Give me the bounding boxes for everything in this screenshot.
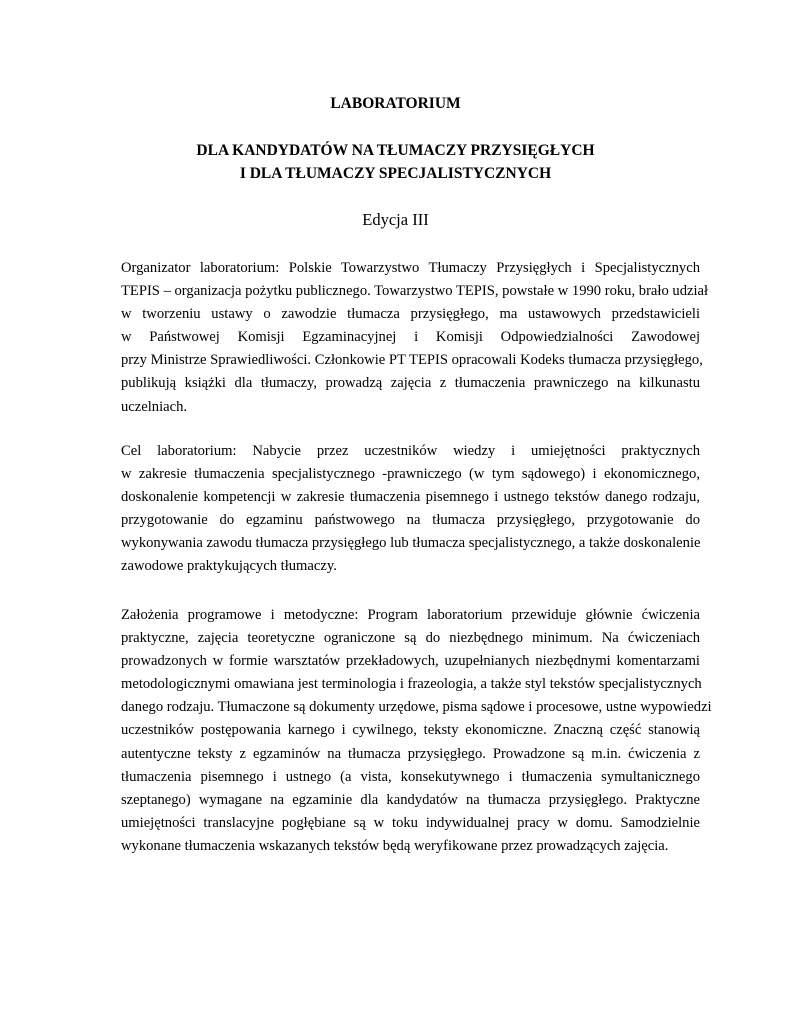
paragraph-line: w Państwowej Komisji Egzaminacyjnej i Komisji Odpowiedzialności Zawodowej bbox=[121, 329, 700, 346]
paragraph-line: praktyczne, zajęcia teoretyczne ograniczone są do niezbędnego minimum. Na ćwiczeniach bbox=[121, 630, 700, 647]
edition-label: Edycja III bbox=[362, 210, 429, 229]
paragraph-line: Cel laboratorium: Nabycie przez uczestników wiedzy i umiejętności praktycznych bbox=[121, 443, 700, 459]
paragraph-line: TEPIS – organizacja pożytku publicznego. Towarzystwo TEPIS, powstałe w 1990 roku, brało udział bbox=[121, 283, 709, 300]
paragraph-line: metodologicznymi omawiana jest terminologia i frazeologia, a także styl tekstów specjalistycznych bbox=[121, 676, 702, 693]
paragraph-line: publikują książki dla tłumaczy, prowadzą zajęcia z tłumaczenia prawniczego na kilkunastu bbox=[121, 375, 700, 392]
paragraph-line: szeptanego) wymagane na egzaminie dla kandydatów na tłumacza przysięgłego. Praktyczne bbox=[121, 791, 700, 808]
goal-paragraph bbox=[121, 440, 700, 579]
paragraph-line: zawodowe praktykujących tłumaczy. bbox=[121, 558, 337, 575]
paragraph-line: uczestników postępowania karnego i cywilnego, teksty ekonomiczne. Znaczną część stanowią bbox=[121, 722, 700, 739]
methodology-paragraph bbox=[121, 604, 712, 858]
paragraph-line: Organizator laboratorium: Polskie Towarzystwo Tłumaczy Przysięgłych i Specjalistycznych bbox=[121, 260, 700, 276]
document-title: LABORATORIUM bbox=[330, 95, 461, 112]
paragraph-line: w zakresie tłumaczenia specjalistycznego -prawniczego (w tym sądowego) i ekonomicznego, bbox=[121, 466, 700, 483]
paragraph-line: doskonalenie kompetencji w zakresie tłumaczenia pisemnego i ustnego tekstów danego rodzaju, bbox=[121, 489, 700, 506]
organizer-paragraph bbox=[121, 257, 709, 419]
subtitle-line: I DLA TŁUMACZY SPECJALISTYCZNYCH bbox=[239, 165, 552, 182]
paragraph-line: przygotowanie do egzaminu państwowego na tłumacza przysięgłego, przygotowanie do bbox=[121, 512, 700, 529]
paragraph-line: umiejętności translacyjne pogłębiane są w toku indywidualnej pracy w domu. Samodzielnie bbox=[121, 814, 700, 831]
paragraph-line: Założenia programowe i metodyczne: Program laboratorium przewiduje głównie ćwiczenia bbox=[121, 607, 700, 623]
paragraph-line: wykonane tłumaczenia wskazanych tekstów będą weryfikowane przez prowadzących zajęcia. bbox=[121, 837, 669, 854]
paragraph-line: wykonywania zawodu tłumacza przysięgłego lub tłumacza specjalistycznego, a także doskonalenie bbox=[121, 535, 701, 552]
paragraph-line: w tworzeniu ustawy o zawodzie tłumacza przysięgłego, ma ustawowych przedstawicieli bbox=[121, 306, 700, 323]
document-subtitle bbox=[0, 139, 791, 185]
paragraph-line: danego rodzaju. Tłumaczone są dokumenty urzędowe, pisma sądowe i procesowe, ustne wypowiedzi bbox=[121, 699, 712, 716]
paragraph-line: uczelniach. bbox=[121, 398, 188, 415]
paragraph-line: prowadzonych w formie warsztatów przekładowych, uzupełnianych niezbędnymi komentarzami bbox=[121, 653, 700, 670]
paragraph-line: autentyczne teksty z egzaminów na tłumacza przysięgłego. Prowadzone są m.in. ćwiczenia z bbox=[121, 745, 700, 762]
paragraph-line: tłumaczenia pisemnego i ustnego (a vista, konsekutywnego i tłumaczenia symultanicznego bbox=[121, 768, 700, 785]
subtitle-line: DLA KANDYDATÓW NA TŁUMACZY PRZYSIĘGŁYCH bbox=[196, 142, 595, 159]
paragraph-line: przy Ministrze Sprawiedliwości. Członkowie PT TEPIS opracowali Kodeks tłumacza przysięgłego, bbox=[121, 352, 703, 369]
